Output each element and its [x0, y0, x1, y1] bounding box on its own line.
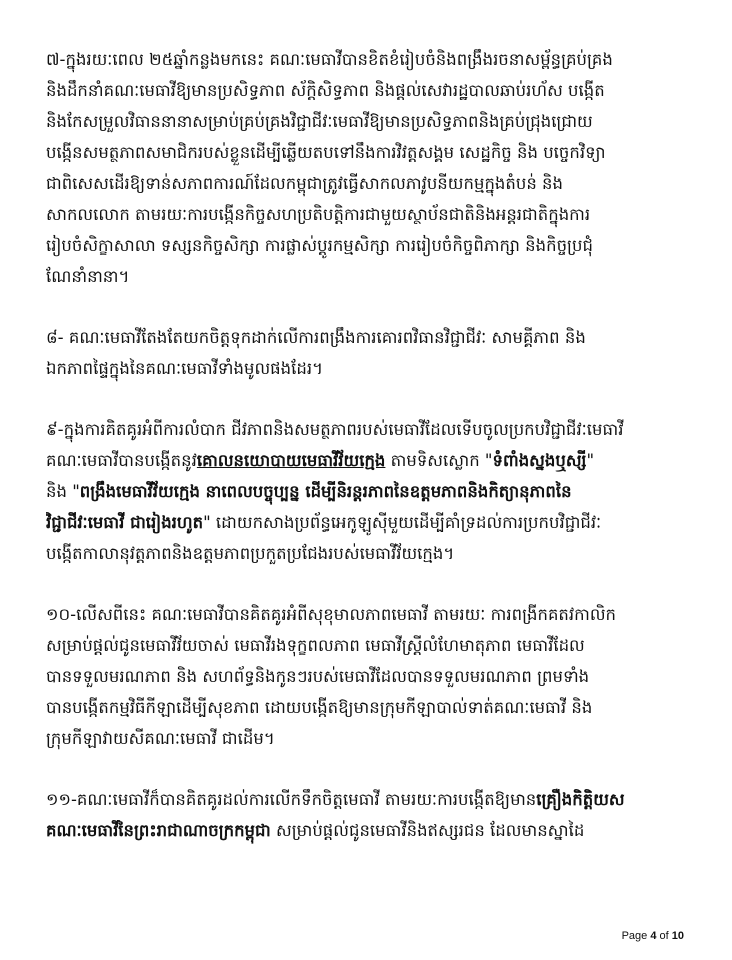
- total-pages: 10: [671, 930, 684, 942]
- text-line: បានបង្កើតកម្មវិធីកីឡាដើម្បីសុខភាព ដោយបង្កើតឱ្យមានក្រុមកីឡាបាល់ទាត់គណៈមេធាវី និង: [46, 698, 593, 717]
- text-line: និងកែសម្រួលវិធាននានាសម្រាប់គ្រប់គ្រងវិជ្ជាជីវៈមេធាវីឱ្យមានប្រសិទ្ធភាពនិងគ្រប់ជ្រុងជ្រោយ: [46, 112, 593, 131]
- award-name: គ្រឿងកិត្តិយស: [536, 790, 625, 809]
- paragraph-11: [46, 784, 686, 846]
- text-line: [46, 815, 686, 846]
- text-segment: និង ": [46, 482, 80, 501]
- page-separator: of: [656, 930, 672, 942]
- text-segment: តាមទិសស្លោក ": [385, 451, 493, 470]
- text-line: និងដឹកនាំគណៈមេធាវីឱ្យមានប្រសិទ្ធភាព ស័ក្ដិសិទ្ធភាព និងផ្ដល់សេវារដ្ឋបាលឆាប់រហ័ស បង្កើត: [46, 81, 605, 100]
- paragraph-8: [46, 322, 686, 384]
- slogan-text: ទំពាំងស្នងឬស្សី: [492, 451, 587, 470]
- text-line: ៨- គណៈមេធាវីតែងតែយកចិត្តទុកដាក់លើការពង្រឹងការគោរពវិធានវិជ្ជាជីវៈ សាមគ្គីភាព និង: [46, 328, 586, 347]
- text-segment: ១១-គណៈមេធាវីក៏បានគិតគូរដល់ការលើកទឹកចិត្តមេធាវី តាមរយៈការបង្កើតឱ្យមាន: [46, 790, 537, 809]
- text-line: សាកលលោក តាមរយៈការបង្កើនកិច្ចសហប្រតិបត្តិការជាមួយស្ថាប័នជាតិនិងអន្តរជាតិក្នុងការ: [46, 205, 591, 224]
- slogan-text: ពង្រឹងមេធាវីវ័យក្មេង នាពេលបច្ចុប្បន្ន ដើម្បីនិរន្តរភាពនៃឧត្តមភាពនិងកិត្យានុភាពនៃ: [79, 482, 572, 501]
- text-line: [46, 445, 686, 476]
- text-line: សម្រាប់ផ្ដល់ជូនមេធាវីវ័យចាស់ មេធាវីរងទុក្ខពលភាព មេធាវីស្ត្រីលំហែមាតុភាព មេធាវីដែល: [46, 636, 585, 655]
- slogan-text: វិជ្ជាជីវៈមេធាវី ជារៀងរហូត: [46, 513, 204, 532]
- text-line: [46, 507, 686, 538]
- text-segment: ": [586, 451, 595, 470]
- text-line: ៩-ក្នុងការគិតគូរអំពីការលំបាក ជីវភាពនិងសមត្ថភាពរបស់មេធាវីដែលទើបចូលប្រកបវិជ្ជាជីវៈមេធាវី: [46, 420, 624, 439]
- text-segment: គណៈមេធាវីបានបង្កើតនូវ: [46, 451, 197, 470]
- text-line: ក្រុមកីឡាវាយសីគណៈមេធាវី ជាដើម។: [46, 729, 275, 748]
- text-segment: " ដោយកសាងប្រព័ន្ធអេកូឡូស៊ីមួយដើម្បីគាំទ្រដល់ការប្រកបវិជ្ជាជីវៈ: [203, 513, 602, 532]
- text-line: ៧-ក្នុងរយៈពេល ២៥ឆ្នាំកន្លងមកនេះ គណៈមេធាវីបានខិតខំរៀបចំនិងពង្រឹងរចនាសម្ព័ន្ធគ្រប់គ្រង: [46, 50, 613, 69]
- current-page: 4: [650, 930, 657, 942]
- text-line: ជាពិសេសដើរឱ្យទាន់សភាពការណ៍ដែលកម្ពុជាត្រូវធ្វើសាកលភាវូបនីយកម្មក្នុងតំបន់ និង: [46, 174, 564, 193]
- text-line: បង្កើតកាលានុវត្តភាពនិងឧត្តមភាពប្រកួតប្រជែងរបស់មេធាវីវ័យក្មេង។: [46, 544, 455, 563]
- award-name: គណៈមេធាវីនៃព្រះរាជាណាចក្រកម្ពុជា: [46, 821, 271, 840]
- text-segment: សម្រាប់ផ្ដល់ជូនមេធាវីនិងឥស្សរជន ដែលមានស្នាដៃ: [270, 821, 585, 840]
- text-line: បង្កើនសមត្ថភាពសមាជិករបស់ខ្លួនដើម្បីឆ្លើយតបទៅនឹងការវិវត្តសង្គម សេដ្ឋកិច្ច និង បច្ចេកវិទ្យា: [46, 143, 606, 162]
- text-line: ឯកភាពផ្ទៃក្នុងនៃគណៈមេធាវីទាំងមូលផងដែរ។: [46, 359, 323, 378]
- paragraph-10: [46, 599, 686, 754]
- paragraph-9: [46, 414, 686, 569]
- page-number: [622, 930, 684, 942]
- text-line: ណែនាំនានា។: [46, 267, 130, 286]
- text-line: [46, 476, 686, 507]
- text-line: បានទទួលមរណភាព និង សហព័ទ្ធនិងកូនៗរបស់មេធាវីដែលបានទទួលមរណភាព ព្រមទាំង: [46, 667, 590, 686]
- text-line: រៀបចំសិក្ខាសាលា ទស្សនកិច្ចសិក្សា ការផ្លាស់ប្ដូរកម្មសិក្សា ការរៀបចំកិច្ចពិភាក្សា និងកិច្ចប្រជុំ: [46, 236, 593, 255]
- text-line: ១០-លើសពីនេះ គណៈមេធាវីបានគិតគូរអំពីសុខុមាលភាពមេធាវី តាមរយៈ ការពង្រីកគតវកាលិក: [46, 605, 617, 624]
- text-line: [46, 784, 686, 815]
- paragraph-7: [46, 44, 686, 292]
- page-content: [46, 44, 686, 876]
- policy-name: គោលនយោបាយមេធាវីវ័យក្មេង: [196, 451, 386, 470]
- page-label: Page: [621, 930, 651, 942]
